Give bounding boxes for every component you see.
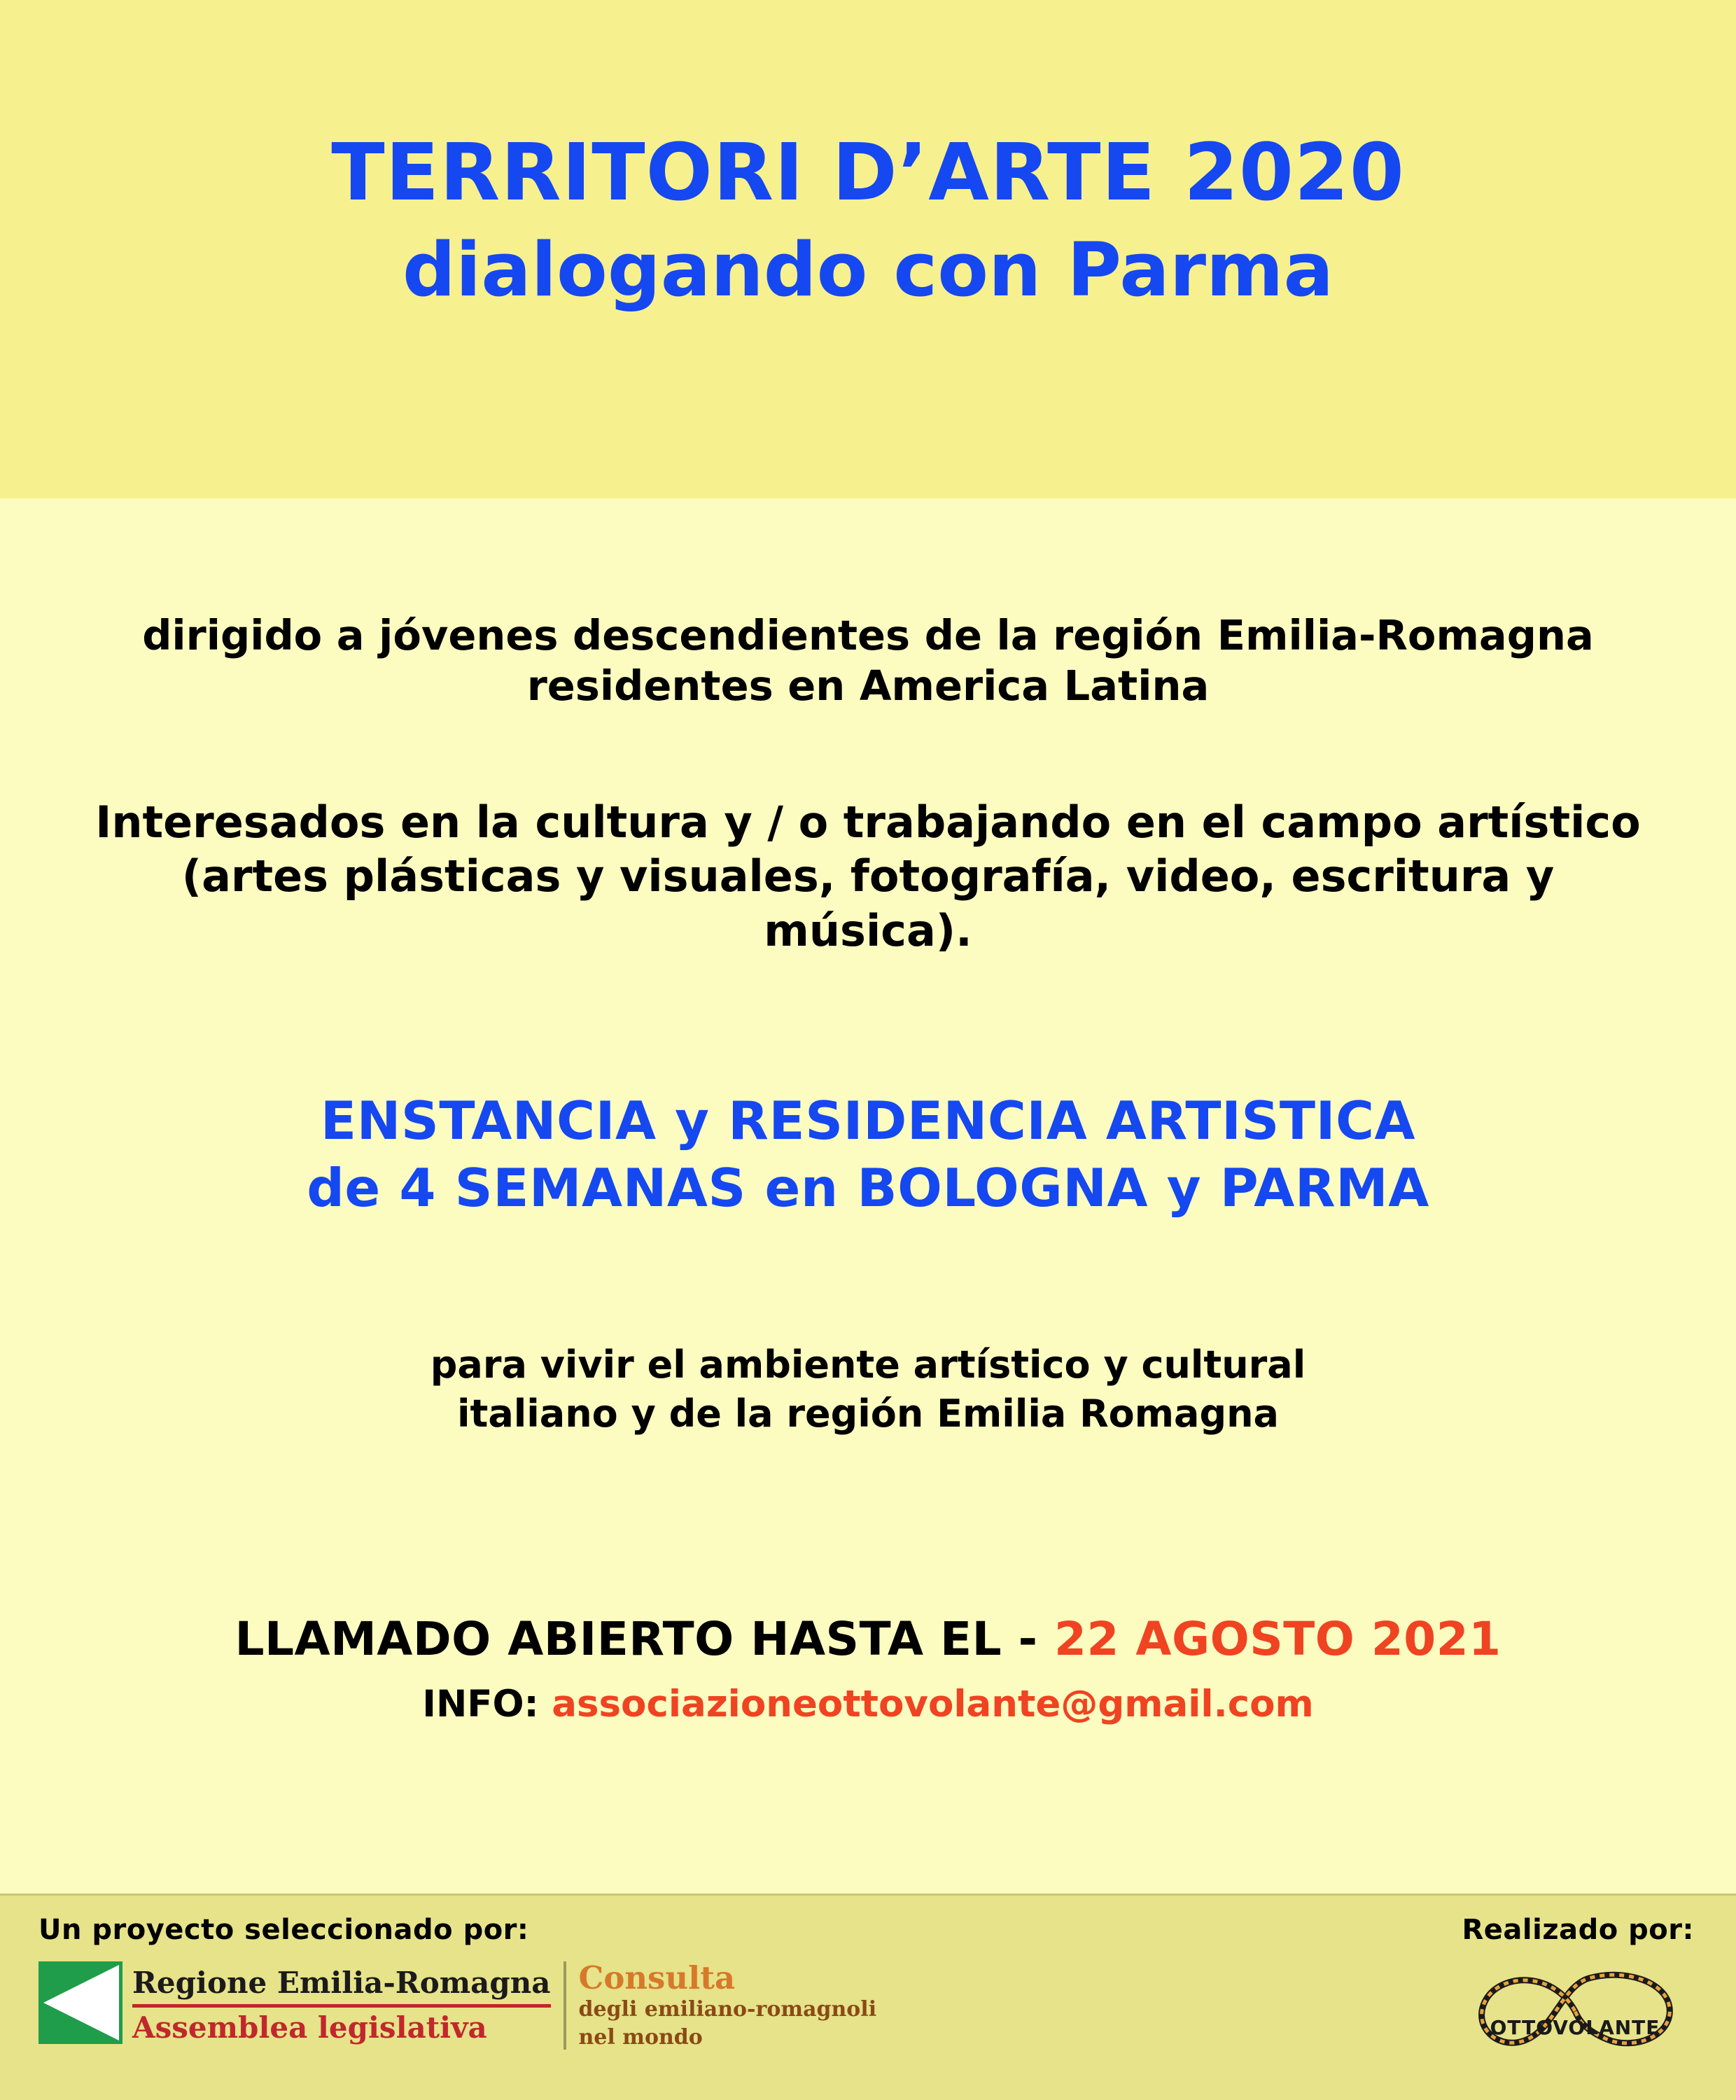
residency-line-2: de 4 SEMANAS en BOLOGNA y PARMA (307, 1157, 1429, 1219)
interest-text: Interesados en la cultura y / o trabajando en el campo artístico (artes plásticas y visuales, fotografía, video, escritura y música). (95, 796, 1641, 956)
realized-by-label: Realizado por: (1462, 1914, 1694, 1946)
residency-line-1: ENSTANCIA y RESIDENCIA ARTISTICA (320, 1090, 1416, 1152)
audience-text: dirigido a jóvenes descendientes de la región Emilia-Romagna residentes en America Latina (142, 611, 1594, 710)
consulta-logo-line-3: nel mondo (578, 2024, 703, 2050)
consulta-logo-line-2: degli emiliano-romagnoli (578, 1997, 877, 2022)
deadline-date: 22 AGOSTO 2021 (1054, 1611, 1502, 1666)
footer-left-group (38, 1914, 876, 2050)
residency-block (307, 1087, 1429, 1222)
svg-text:OTTOVOLANTE: OTTOVOLANTE (1490, 2016, 1660, 2039)
poster-header (0, 0, 1736, 498)
info-line (422, 1683, 1314, 1726)
regione-emilia-romagna-logo (132, 1961, 551, 2050)
purpose-line-1: para vivir el ambiente artístico y cultural (430, 1343, 1306, 1387)
sponsor-logos (38, 1961, 876, 2050)
logo-divider (564, 1961, 566, 2050)
regione-logo-line-1: Regione Emilia-Romagna (132, 1966, 551, 2001)
page-title-line-2: dialogando con Parma (402, 227, 1334, 314)
poster-body (0, 498, 1736, 1893)
page-title-line-1: TERRITORI D’ARTE 2020 (331, 127, 1405, 218)
consulta-logo (579, 1961, 877, 2050)
poster-footer (0, 1893, 1736, 2100)
open-call-line (234, 1609, 1501, 1670)
regione-logo-rule (132, 2004, 551, 2008)
info-label: INFO: (422, 1683, 552, 1726)
regione-logo-line-2: Assemblea legislativa (132, 2010, 487, 2045)
contact-email[interactable]: associazioneottovolante@gmail.com (552, 1683, 1314, 1726)
purpose-block (430, 1340, 1306, 1437)
purpose-line-2: italiano y de la región Emilia Romagna (457, 1391, 1279, 1436)
footer-right-group (1456, 1914, 1694, 2064)
infinity-loop-icon (1456, 1959, 1694, 2064)
regione-emilia-romagna-icon (38, 1961, 122, 2044)
selected-by-label: Un proyecto seleccionado por: (38, 1914, 529, 1946)
ottovolante-logo (1456, 1959, 1694, 2064)
open-call-label: LLAMADO ABIERTO HASTA EL - (234, 1611, 1055, 1666)
consulta-logo-line-1: Consulta (578, 1959, 736, 1996)
